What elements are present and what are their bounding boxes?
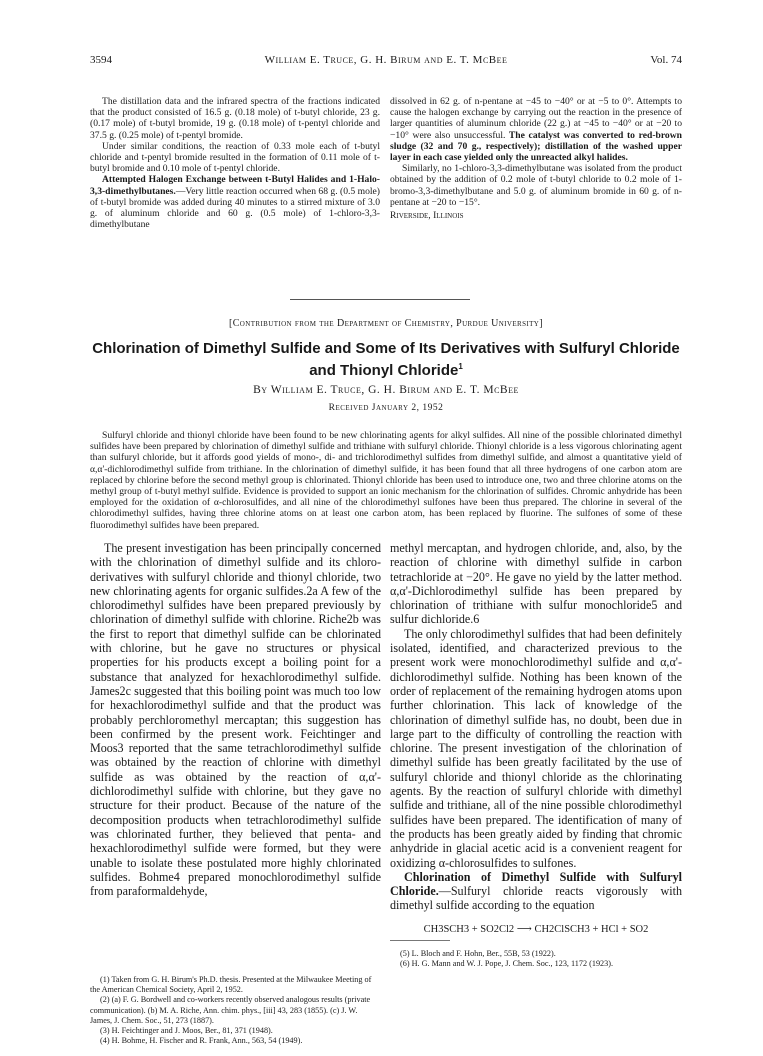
chemical-equation: CH3SCH3 + SO2Cl2 ⟶ CH2ClSCH3 + HCl + SO2 bbox=[423, 923, 649, 935]
paragraph: Similarly, no 1-chloro-3,3-dimethylbutane was isolated from the product obtained by the addition of 0.2 mole of t-butyl chloride to 0.2 mole of 1-bromo-3,3-dimethylbutane and 5.0 g. of aluminum bromide in 60 g. of n-pentane at −20 to −15°. bbox=[390, 163, 682, 208]
page-number: 3594 bbox=[90, 54, 112, 66]
paragraph: The only chlorodimethyl sulfides that had been definitely isolated, identified, and characterized previous to the present work were monochlorodimethyl sulfide and α,α'-dichlorodimethyl sulfide. Nothing has been known of the order of replacement of the remaining hydrogen atoms upon further chlorination. This lack of knowledge of the chlorination of dimethyl sulfide has, no doubt, been due in large part to the difficulty of controlling the reaction with chlorine. The present investigation of the chlorination of dimethyl sulfide has been greatly facilitated by the use of sulfuryl chloride and thionyl chloride as the chlorinating agents. By the reaction of sulfuryl chloride with dimethyl sulfide and trithiane, all of the nine possible chlorodimethyl sulfides have been prepared. The identification of many of the products has been greatly aided by finding that chromic anhydride in glacial acetic acid is a convenient reagent for oxidizing α-chlorosulfides to sulfones. bbox=[390, 626, 682, 870]
title-line: Chlorination of Dimethyl Sulfide and Some of Its Derivatives with Sulfuryl Chloride bbox=[92, 340, 680, 357]
title-line: and Thionyl Chloride$^1$ bbox=[309, 362, 463, 379]
paragraph: The present investigation has been principally concerned with the chlorination of dimethyl sulfide and its chloro-derivatives with sulfuryl chloride and thionyl chloride, two new chlorinating agents for organic sulfides.2a A few of the chlorodimethyl sulfides have been prepared previously by chlorination of dimethyl sulfide with chlorine. Riche2b was the first to report that dimethyl sulfide can be chlorinated with chlorine, but he gave no structures or physical properties for his products except a boiling point for a substance that analyzed for hexachlorodimethyl sulfide. James2c suggested that this boiling point was much too low for hexachlorodimethyl sulfide and that the product was probably perchloromethyl mercaptan; this suggestion has been confirmed by the present work. Feichtinger and Moos3 reported that the same tetrachlorodimethyl sulfide was obtained by the reaction of chlorine with dimethyl sulfide as was obtained by the reaction of α,α'-dichlorodimethyl sulfide with chlorine, but they gave no structure for their product. Because of the nature of the decomposition products when tetrachlorodimethyl sulfide was chlorinated further, they believed that penta- and hexachlorodimethyl sulfide were formed, but they were unable to isolate these postulated more highly chlorinated sulfides. Bohme4 prepared monochlorodimethyl sulfide from paraformaldehyde, bbox=[90, 541, 381, 899]
paragraph: The distillation data and the infrared spectra of the fractions indicated that the product consisted of 16.5 g. (0.18 mole) of t-butyl chloride, 23 g. (0.17 mole) of t-butyl bromide, 19 g. (0.18 mole) of t-pentyl chloride and 37.5 g. (0.25 mole) of t-pentyl bromide. bbox=[90, 96, 380, 141]
footnotes-left bbox=[90, 975, 381, 1046]
running-authors: William E. Truce, G. H. Birum and E. T. McBee bbox=[264, 54, 508, 66]
top-left-column bbox=[90, 96, 380, 230]
footnote: (3) H. Feichtinger and J. Moos, Ber., 81, 371 (1948). bbox=[100, 1026, 273, 1036]
footnote: (6) H. G. Mann and W. J. Pope, J. Chem. Soc., 123, 1172 (1923). bbox=[400, 959, 614, 969]
location: Riverside, Illinois bbox=[390, 210, 464, 222]
paragraph bbox=[90, 174, 380, 230]
footnote-separator bbox=[390, 940, 450, 941]
divider bbox=[290, 299, 470, 300]
footnote: (1) Taken from G. H. Birum's Ph.D. thesis. Presented at the Milwaukee Meeting of the American Chemical Society, April 2, 1952. bbox=[90, 975, 372, 995]
footnote-marker: 1 bbox=[458, 362, 463, 371]
paragraph bbox=[390, 870, 682, 913]
footnotes-right bbox=[390, 949, 682, 969]
abstract-text: Sulfuryl chloride and thionyl chloride have been found to be new chlorinating agents for alkyl sulfides. All nine of the possible chlorinated dimethyl sulfides have been prepared by chlorination of dimethyl sulfide and trithiane with sulfuryl chloride. Thionyl chloride is a less vigorous chlorinating agent than sulfuryl chloride, but it affords good yields of mono-, di- and trichlorodimethyl sulfides from dimethyl sulfide, and almost a quantitative yield of α,α'-dichlorodimethyl sulfide from trithiane. In the chlorination of dimethyl sulfide, it has been found that all three hydrogens of one carbon atom are replaced by chlorine before the second methyl group is chlorinated. Thionyl chloride has been used to introduce one, two and three chlorine atoms on the methyl group of t-butyl methyl sulfide. Evidence is provided to support an ionic mechanism for the chlorination of sulfides. Chromic anhydride has been employed for the oxidation of α-chlorosulfides, and all nine of the chlorodimethyl sulfones have been thus prepared. The chlorine in several of the chlorodimethyl sulfides, having three chlorine atoms on at least one carbon atom, has been replaced by fluorine. The sulfones of some of these fluorodimethyl sulfides have been prepared. bbox=[90, 430, 682, 531]
paragraph: Under similar conditions, the reaction of 0.33 mole each of t-butyl chloride and t-pentyl bromide resulted in the formation of 0.11 mole of t-butyl bromide and 0.10 mole of t-pentyl chloride. bbox=[90, 140, 380, 175]
byline: By William E. Truce, G. H. Birum and E. T. McBee bbox=[253, 384, 519, 396]
body-right-column bbox=[390, 541, 682, 969]
article-title bbox=[90, 340, 682, 380]
paragraph bbox=[390, 96, 682, 163]
contribution-line: [Contribution from the Department of Chemistry, Purdue University] bbox=[228, 318, 543, 329]
top-right-column bbox=[390, 96, 682, 221]
footnote: (4) H. Bohme, H. Fischer and R. Frank, Ann., 563, 54 (1949). bbox=[100, 1036, 303, 1046]
running-header bbox=[90, 54, 682, 70]
paragraph-text-bold: The catalyst was converted to red-brown sludge (32 and 70 g., respectively); distillation of the washed upper layer in each case yielded only the unreacted alkyl halides. bbox=[390, 129, 682, 164]
footnote: (2) (a) F. G. Bordwell and co-workers recently observed analogous results (private communication). (b) M. A. Riche, Ann. chim. phys., [iii] 43, 283 (1855). (c) J. W. James, J. Chem. Soc., 51, 273 (1887). bbox=[90, 995, 371, 1025]
paragraph: methyl mercaptan, and hydrogen chloride, and, also, by the reaction of chlorine with dimethyl sulfide in carbon tetrachloride at −20°. He gave no yield by the latter method. α,α'-Dichlorodimethyl sulfide has been prepared by chlorination of trithiane with sulfur monochloride5 and sulfur dichloride.6 bbox=[390, 541, 682, 627]
body-left-column bbox=[90, 541, 381, 898]
section-heading: Attempted Halogen Exchange between t-Butyl Halides and 1-Halo-3,3-dimethylbutanes. bbox=[90, 174, 380, 197]
footnote: (5) L. Bloch and F. Hohn, Ber., 55B, 53 (1922). bbox=[400, 949, 556, 959]
abstract bbox=[90, 430, 682, 531]
paragraph-text: dissolved in 62 g. of n-pentane at −45 to −40° or at −5 to 0°. Attempts to cause the halogen exchange by carrying out the reaction in the presence of larger quantities of aluminum chloride (22 g.) at −45 to −40° or at −20 to −10° were also unsuccessful. bbox=[390, 96, 682, 141]
paragraph-text: —Very little reaction occurred when 68 g. (0.5 mole) of t-butyl bromide was added during 40 minutes to a stirred mixture of 3.0 g. of aluminum chloride and 60 g. (0.5 mole) of 1-chloro-3,3-dimethylbutane bbox=[90, 185, 380, 231]
received-date: Received January 2, 1952 bbox=[328, 403, 444, 413]
section-heading: Chlorination of Dimethyl Sulfide with Sulfuryl Chloride. bbox=[390, 869, 682, 899]
volume-label: Vol. 74 bbox=[650, 54, 682, 66]
paragraph-text: —Sulfuryl chloride reacts vigorously with dimethyl sulfide according to the equation bbox=[390, 884, 682, 913]
